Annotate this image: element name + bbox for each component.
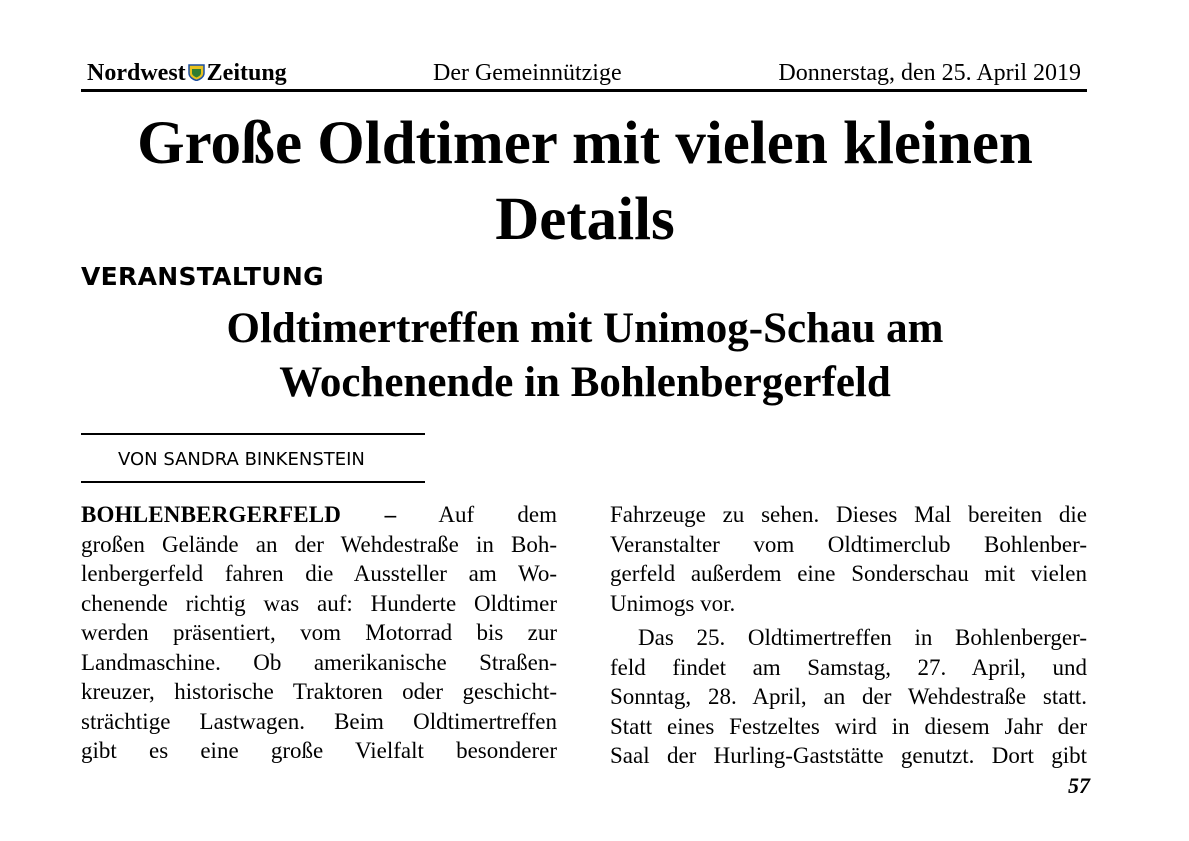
byline-rule-top — [81, 433, 425, 435]
body-line: werden präsentiert, vom Motorrad bis zur — [81, 620, 557, 645]
article-column-left — [81, 500, 557, 766]
body-line: Landmaschine. Ob amerikanische Straßen- — [81, 649, 557, 675]
body-line: gerfeld außerdem eine Sonderschau mit vielen — [610, 561, 1087, 586]
headline: Große Oldtimer mit vielen kleinen Details — [137, 110, 1033, 253]
article-column-right — [610, 500, 1087, 771]
newspaper-name-right: Zeitung — [206, 60, 287, 86]
body-line: Fahrzeuge zu sehen. Dieses Mal bereiten die — [610, 502, 1087, 527]
body-line: Saal der Hurling-Gaststätte genutzt. Dort gibt — [610, 743, 1087, 768]
issue-date: Donnerstag, den 25. April 2019 — [778, 60, 1081, 86]
body-line: lenbergerfeld fahren die Aussteller am Wo- — [81, 561, 557, 586]
body-line: chenende richtig was auf: Hunderte Oldtimer — [81, 590, 557, 616]
body-line: Veranstalter vom Oldtimerclub Bohlenber- — [610, 531, 1087, 557]
body-line: gibt es eine große Vielfalt besonderer — [81, 738, 557, 763]
section-name: Der Gemeinnützige — [433, 60, 622, 86]
body-line: feld findet am Samstag, 27. April, und — [610, 654, 1087, 680]
dateline: BOHLENBERGERFELD – — [81, 502, 397, 527]
subheadline: Oldtimertreffen mit Unimog-Schau am Wochenende in Bohlenbergerfeld — [226, 305, 944, 406]
byline-rule-bottom — [81, 481, 425, 483]
masthead-rule — [81, 89, 1087, 92]
kicker: VERANSTALTUNG — [81, 262, 324, 291]
body-line: Statt eines Festzeltes wird in diesem Jahr der — [610, 713, 1087, 739]
newspaper-name-left: Nordwest — [87, 60, 186, 86]
body-line: kreuzer, historische Traktoren oder geschicht- — [81, 679, 557, 704]
body-line: Das 25. Oldtimertreffen in Bohlenberger- — [638, 625, 1087, 650]
masthead — [81, 58, 1085, 88]
page-number: 57 — [1068, 773, 1090, 798]
coat-of-arms-icon — [188, 64, 205, 81]
body-line: Unimogs vor. — [610, 590, 736, 616]
newspaper-name — [87, 60, 287, 87]
byline: VON SANDRA BINKENSTEIN — [118, 449, 365, 470]
body-line: strächtige Lastwagen. Beim Oldtimertreffen — [81, 708, 557, 734]
body-line: Sonntag, 28. April, an der Wehdestraße statt. — [610, 684, 1087, 709]
body-line: BOHLENBERGERFELD – Auf dem — [81, 502, 557, 527]
body-line: großen Gelände an der Wehdestraße in Boh- — [81, 531, 557, 557]
